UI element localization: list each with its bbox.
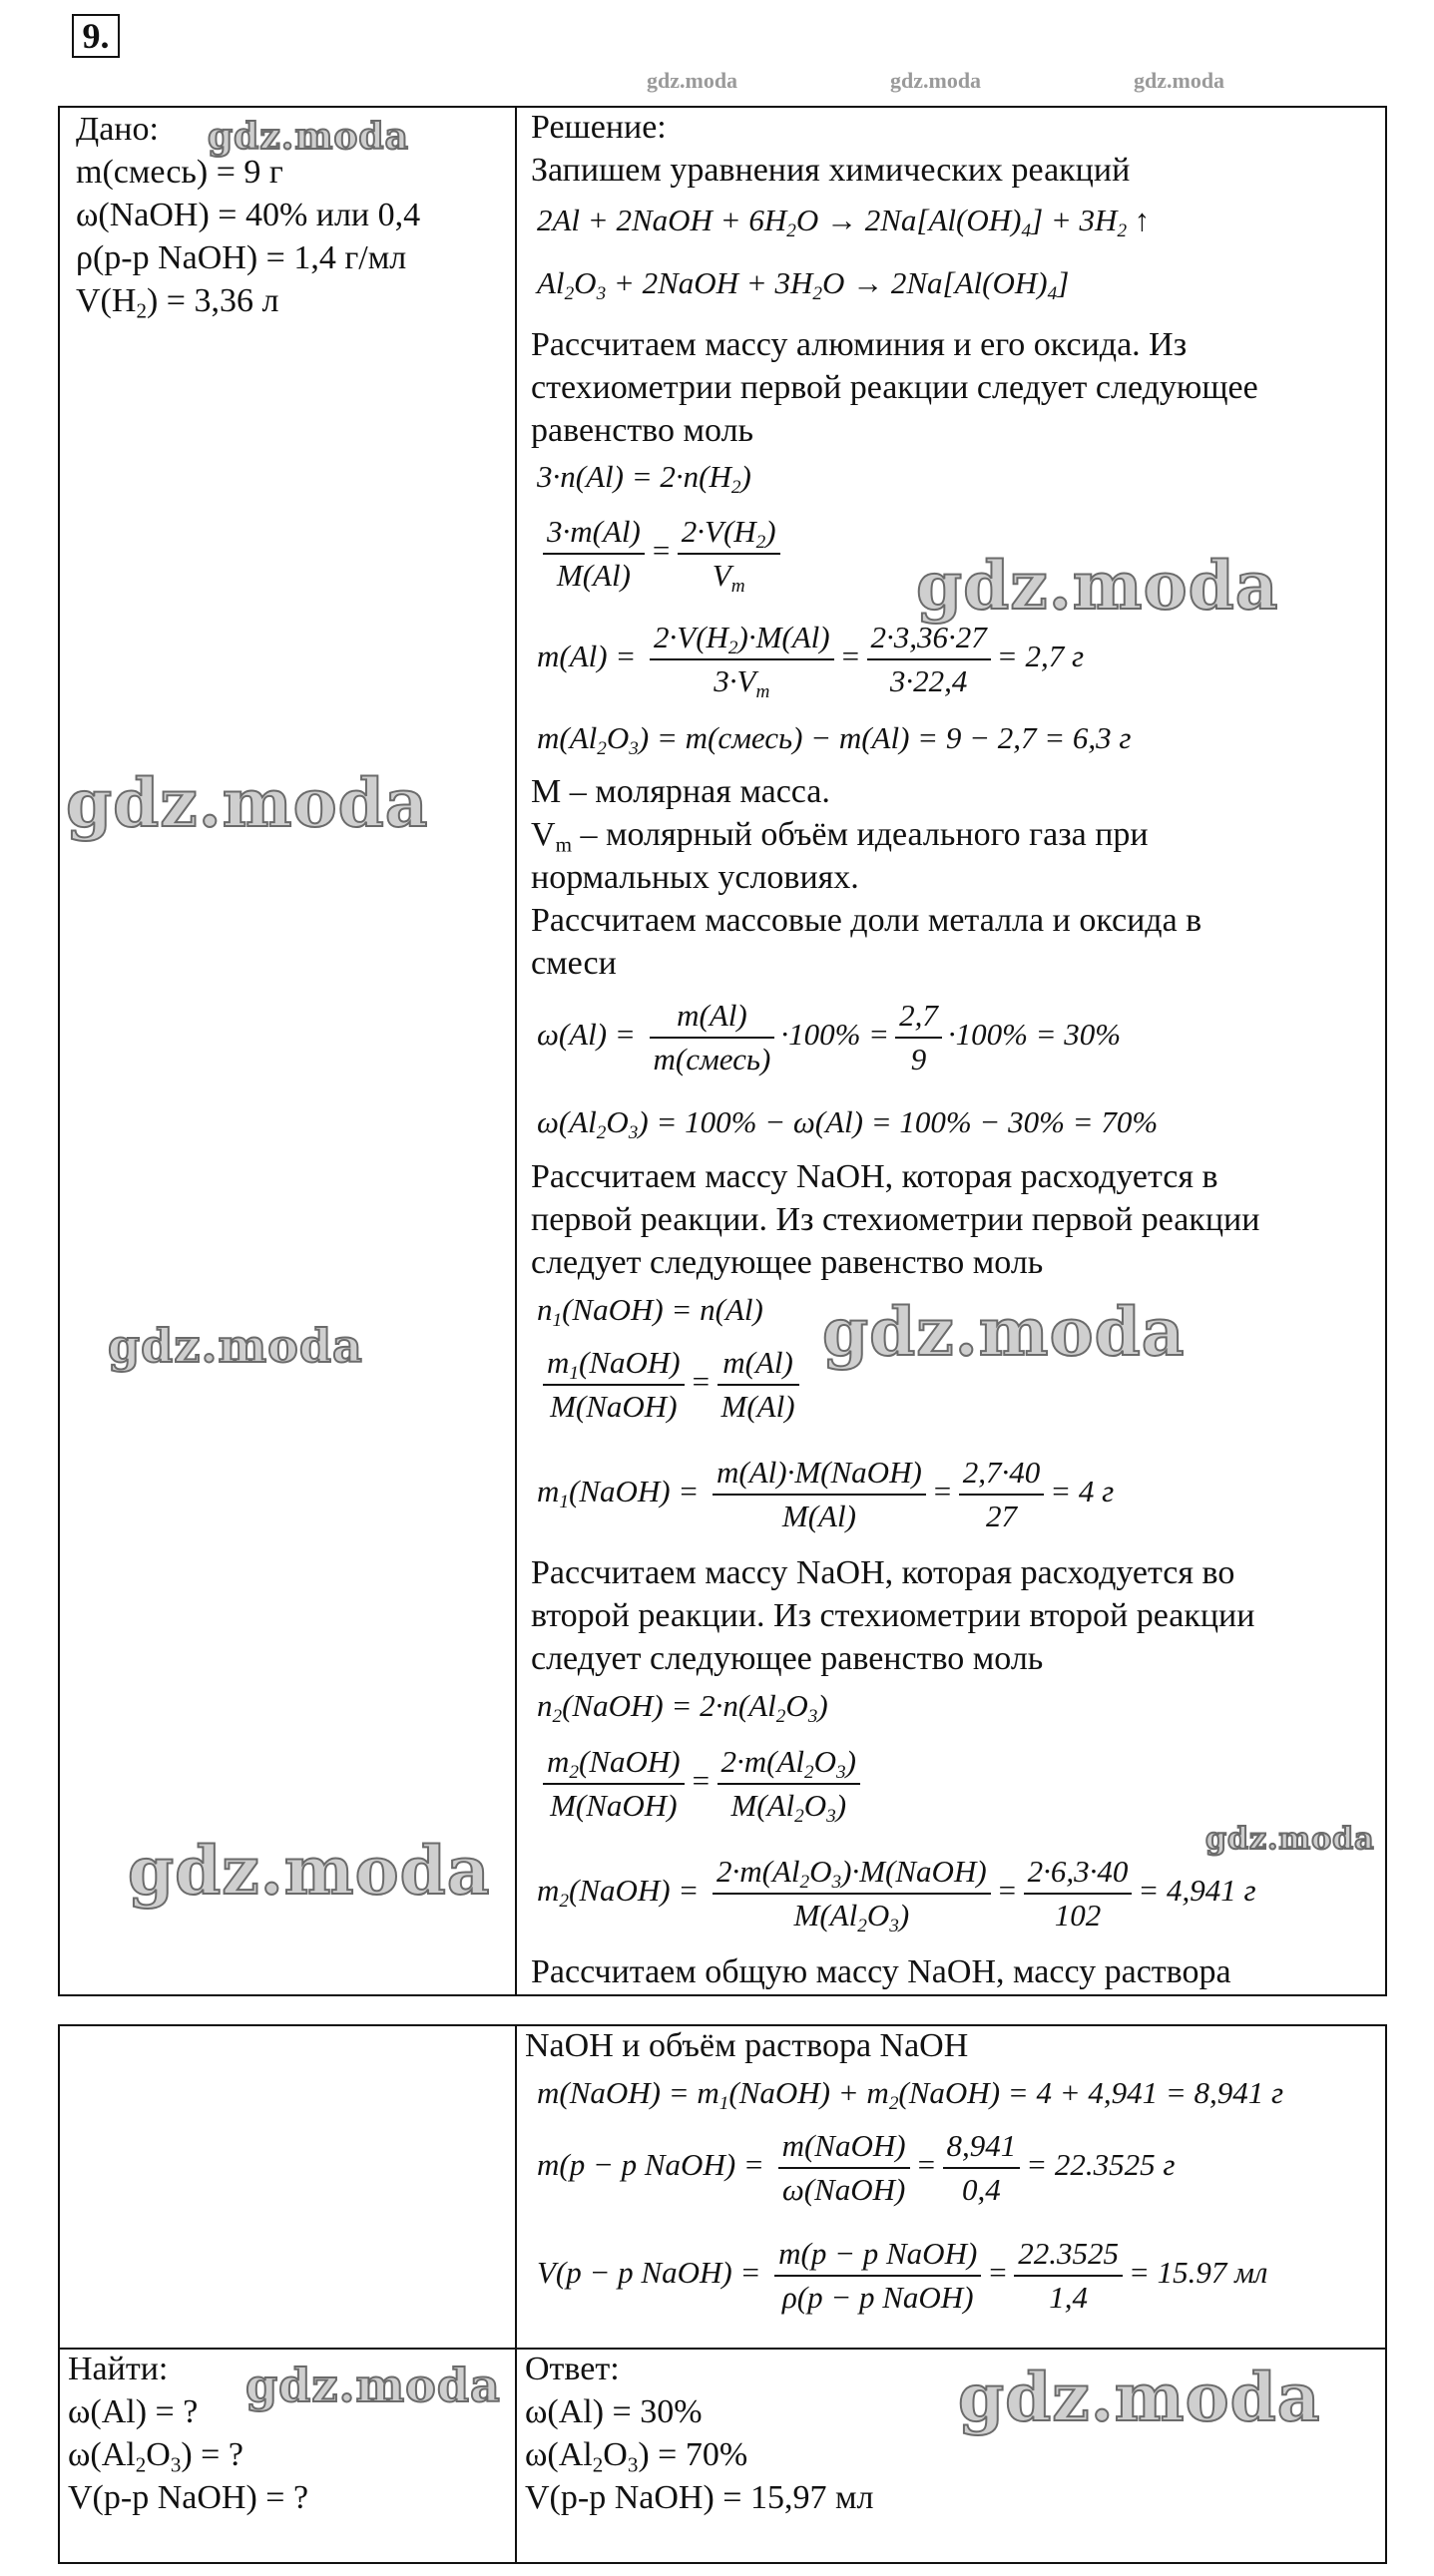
watermark: gdz.moda xyxy=(916,547,1279,625)
formula-m-al: m(Al) = $\frac{2\cdot V(H_2)\cdot M(Al)}{3\cdot V_m}$ = $\frac{2\cdot 3,36\cdot 27}{3\cdot 22,4}$ = 2,7 г xyxy=(537,617,1084,702)
watermark: gdz.moda xyxy=(822,1293,1186,1371)
column-divider xyxy=(515,2026,517,2562)
watermark: gdz.moda xyxy=(66,764,429,842)
formula-ratio-al: $\frac{3\cdot m(Al)}{M(Al)}$ = $\frac{2\cdot V(H_2)}{V_m}$ xyxy=(537,511,786,597)
watermark: gdz.moda xyxy=(958,2359,1321,2436)
solution-text: Запишем уравнения химических реакций xyxy=(531,152,1131,189)
formula-w-al: ω(Al) = $\frac{m(Al)}{\text{m(смесь)}}$ ·100% = $\frac{2,7}{9}$ ·100% = 30% xyxy=(537,995,1121,1080)
watermark: gdz.moda xyxy=(208,116,409,158)
watermark: gdz.moda xyxy=(108,1319,363,1373)
formula-ratio-naoh1: $\frac{m_1(NaOH)}{\text{M(NaOH)}}$ = $\frac{m(Al)}{M(Al)}$ xyxy=(537,1342,805,1428)
solution-text: следует следующее равенство моль xyxy=(531,1244,1044,1281)
given-line-h2: $V(H_2) = 3,36$ л xyxy=(76,282,279,323)
solution-header: Решение: xyxy=(531,109,667,146)
solution-text: равенство моль xyxy=(531,412,754,449)
answer-line-al2o3: $\omega(Al_2O_3) = 70\%$ xyxy=(525,2436,748,2477)
watermark: gdz.moda xyxy=(245,2359,501,2412)
formula-n-al: $3\cdot n(Al) = 2\cdot n(H_2)$ xyxy=(537,459,751,498)
formula-m-solution: m(p − p NaOH) = $\frac{\text{m(NaOH)}}{\text{ω(NaOH)}}$ = $\frac{8,941}{0,4}$ = 22.3525 г xyxy=(537,2125,1176,2211)
watermark: gdz.moda xyxy=(1134,68,1225,93)
equation-1: 2Al + 2NaOH + $6H_2O \to 2Na[Al(OH)_4] + 3H_2$ ↑ xyxy=(537,203,1151,241)
definition-M: M – молярная масса. xyxy=(531,773,830,810)
column-divider xyxy=(515,108,517,1994)
solution-text: первой реакции. Из стехиометрии первой реакции xyxy=(531,1201,1260,1238)
formula-n2: $n_2(NaOH) = 2\cdot n(Al_2O_3)$ xyxy=(537,1688,828,1727)
formula-m-total: m(NaOH) = $m_1(NaOH)$ + $m_2(NaOH) = 4 + 4,941 = 8,941$ г xyxy=(537,2075,1284,2114)
given-line: ρ(р-р NaOH) = 1,4 г/мл xyxy=(76,239,407,276)
formula-w-al2o3: $\omega(Al_2O_3) = 100\% - \omega(Al) = 100\% - 30\% = 70\%$ xyxy=(537,1104,1159,1143)
definition-Vm: $V_m$ – молярный объём идеального газа при xyxy=(531,816,1149,857)
find-line: ω(Al) = ? xyxy=(68,2393,199,2430)
watermark: gdz.moda xyxy=(1205,1822,1375,1857)
solution-text: смеси xyxy=(531,945,617,982)
watermark: gdz.moda xyxy=(890,68,982,93)
solution-text: следует следующее равенство моль xyxy=(531,1640,1044,1677)
formula-m1: $m_1(NaOH)$ = $\frac{\text{m(Al)·M(NaOH)}}{M(Al)}$ = $\frac{2,7\cdot 40}{27}$ = 4 г xyxy=(537,1452,1114,1537)
watermark: gdz.moda xyxy=(128,1832,491,1910)
solution-text: Рассчитаем массу NaOH, которая расходуется во xyxy=(531,1554,1235,1591)
given-line: m(смесь) = 9 г xyxy=(76,154,283,191)
find-line-al2o3: $\omega(Al_2O_3)$ = ? xyxy=(68,2436,243,2477)
solution-text: NaOH и объём раствора NaOH xyxy=(525,2027,969,2064)
find-line: V(р-р NaOH) = ? xyxy=(68,2479,309,2516)
formula-m2: $m_2(NaOH)$ = $\frac{2\cdot m(Al_2O_3)\cdot M(NaOH)}{M(Al_2O_3)}$ = $\frac{2\cdot 6,3\cdot 40}{102}$ = 4,941 г xyxy=(537,1851,1256,1936)
formula-n1: $n_1(NaOH) = n(Al)$ xyxy=(537,1292,763,1331)
row-divider xyxy=(60,2348,1385,2350)
solution-text: Рассчитаем массовые доли металла и оксида в xyxy=(531,902,1202,939)
answer-header: Ответ: xyxy=(525,2351,620,2387)
given-header: Дано: xyxy=(76,111,159,148)
watermark: gdz.moda xyxy=(647,68,738,93)
solution-text: Рассчитаем массу алюминия и его оксида. Из xyxy=(531,326,1188,363)
formula-v-solution: V(p − p NaOH) = $\frac{\text{m(p − p NaOH)}}{\text{ρ(p − p NaOH)}}$ = $\frac{22.3525}{1,4}$ = 15.97 мл xyxy=(537,2233,1267,2319)
equation-2: $Al_2O_3$ + 2NaOH + $3H_2O \to 2Na[Al(OH)_4]$ xyxy=(537,265,1070,304)
solution-text: Рассчитаем массу NaOH, которая расходуется в xyxy=(531,1158,1218,1195)
problem-number: 9. xyxy=(72,14,120,58)
answer-line: V(р-р NaOH) = 15,97 мл xyxy=(525,2479,874,2516)
solution-text: второй реакции. Из стехиометрии второй реакции xyxy=(531,1597,1255,1634)
formula-ratio-naoh2: $\frac{m_2(NaOH)}{\text{M(NaOH)}}$ = $\frac{2\cdot m(Al_2O_3)}{M(Al_2O_3)}$ xyxy=(537,1741,866,1827)
answer-line: ω(Al) = 30% xyxy=(525,2393,703,2430)
solution-text: стехиометрии первой реакции следует следующее xyxy=(531,369,1258,406)
formula-m-al2o3: $m(Al_2O_3)$ = m(смесь) − m(Al) = 9 − 2,7 = 6,3 г xyxy=(537,720,1132,759)
definition-Vm-cont: нормальных условиях. xyxy=(531,859,859,896)
given-line: ω(NaOH) = 40% или 0,4 xyxy=(76,197,421,233)
find-header: Найти: xyxy=(68,2351,169,2387)
solution-text: Рассчитаем общую массу NaOH, массу раствора xyxy=(531,1953,1231,1990)
